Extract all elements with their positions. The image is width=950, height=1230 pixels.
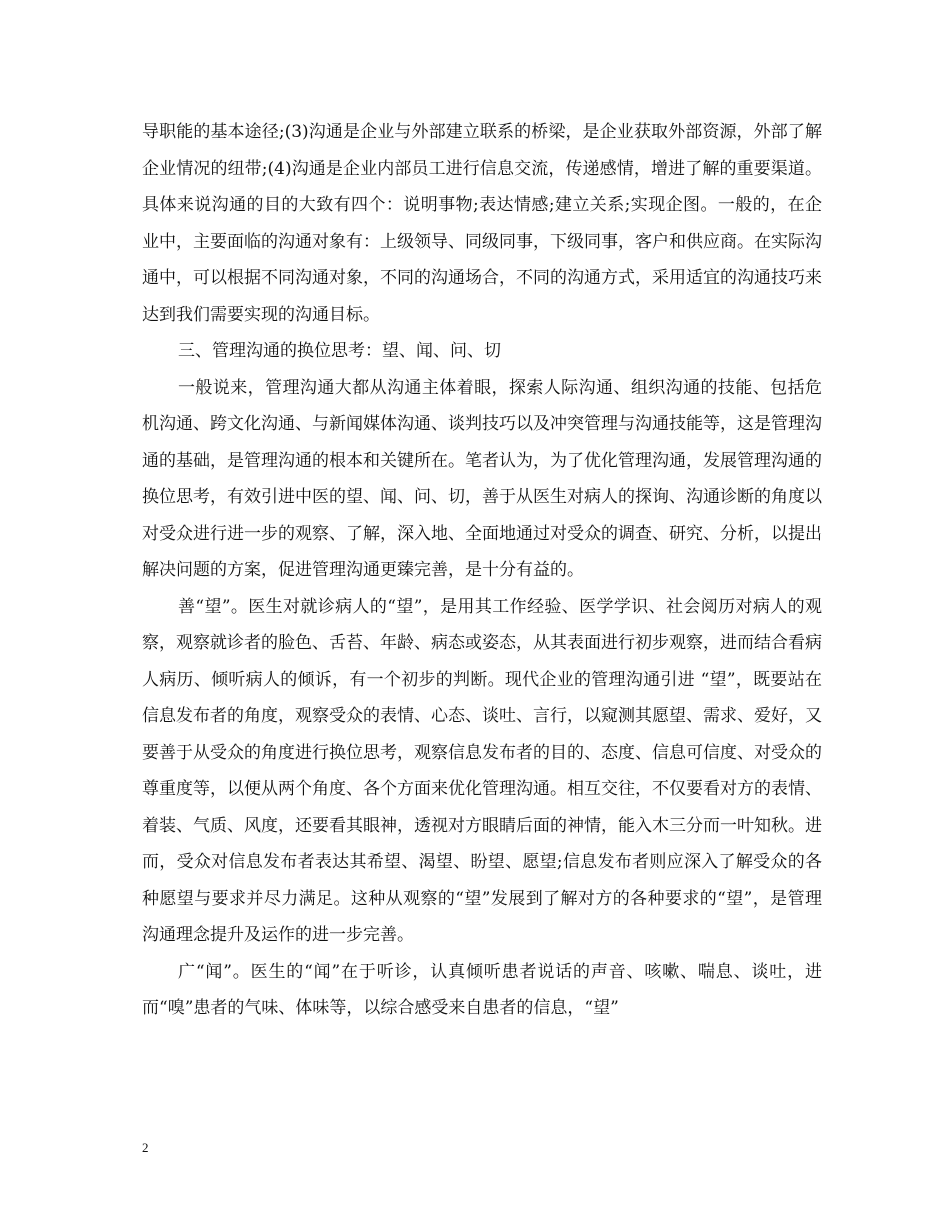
page-number: 2 [142, 1140, 149, 1155]
paragraph-intro: 一般说来，管理沟通大都从沟通主体着眼，探索人际沟通、组织沟通的技能、包括危机沟通、跨文化沟通、与新闻媒体沟通、谈判技巧以及冲突管理与沟通技能等，这是管理沟通的基础，是管理沟通的根本和关键所在。笔者认为，为了优化管理沟通，发展管理沟通的换位思考，有效引进中医的望、闻、问、切，善于从医生对病人的探询、沟通诊断的角度以对受众进行进一步的观察、了解，深入地、全面地通过对受众的调查、研究、分析，以提出解决问题的方案，促进管理沟通更臻完善，是十分有益的。 [142, 377, 822, 580]
paragraph-continued: 导职能的基本途径;(3)沟通是企业与外部建立联系的桥梁，是企业获取外部资源，外部了解企业情况的纽带;(4)沟通是企业内部员工进行信息交流，传递感情，增进了解的重要渠道。具体来说沟通的目的大致有四个：说明事物;表达情感;建立关系;实现企图。一般的，在企业中，主要面临的沟通对象有：上级领导、同级同事，下级同事，客户和供应商。在实际沟通中，可以根据不同沟通对象，不同的沟通场合，不同的沟通方式，采用适宜的沟通技巧来达到我们需要实现的沟通目标。 [142, 122, 822, 325]
paragraph-wen: 广“闻”。医生的“闻”在于听诊，认真倾听患者说话的声音、咳嗽、喘息、谈吐，进而“嗅”患者的气味、体味等，以综合感受来自患者的信息，“望” [142, 961, 822, 1018]
section-heading: 三、管理沟通的换位思考：望、闻、问、切 [178, 341, 501, 361]
paragraph-wang: 善“望”。医生对就诊病人的“望”，是用其工作经验、医学学识、社会阅历对病人的观察，观察就诊者的脸色、舌苔、年龄、病态或姿态，从其表面进行初步观察，进而结合看病人病历、倾听病人的倾诉，有一个初步的判断。现代企业的管理沟通引进 “望”，既要站在信息发布者的角度，观察受众的表情、心态、谈吐、言行，以窥测其愿望、需求、爱好，又要善于从受众的角度进行换位思考，观察信息发布者的目的、态度、信息可信度、对受众的尊重度等，以便从两个角度、各个方面来优化管理沟通。相互交往，不仅要看对方的表情、着装、气质、风度，还要看其眼神，透视对方眼睛后面的神情，能入木三分而一叶知秋。进而，受众对信息发布者表达其希望、渴望、盼望、愿望;信息发布者则应深入了解受众的各种愿望与要求并尽力满足。这种从观察的“望”发展到了解对方的各种要求的“望”，是管理沟通理念提升及运作的进一步完善。 [142, 596, 822, 945]
document-body [142, 114, 822, 1027]
